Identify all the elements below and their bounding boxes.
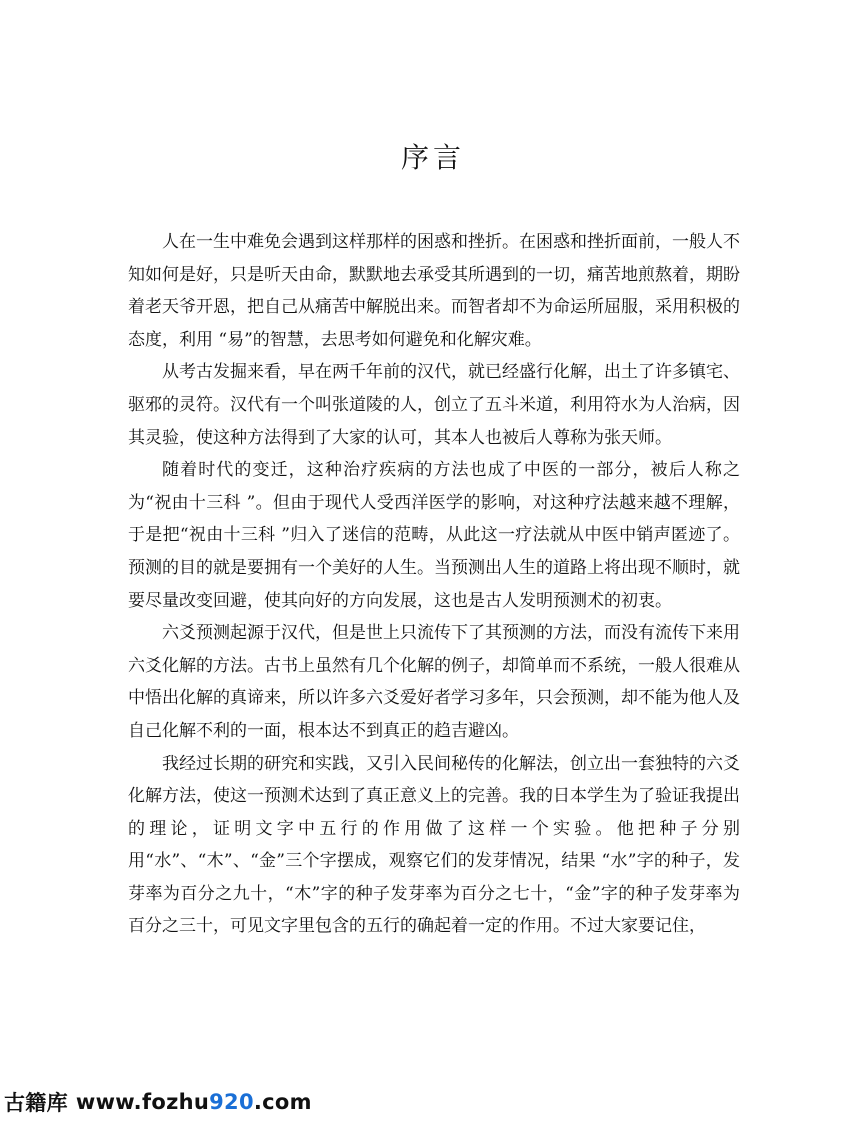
watermark-site-name: 古籍库	[4, 1091, 68, 1115]
watermark-url-suffix: .com	[253, 1090, 312, 1114]
page-title: 序言	[400, 141, 465, 174]
site-watermark	[4, 1082, 312, 1122]
paragraph-4: 六爻预测起源于汉代，但是世上只流传下了其预测的方法，而没有流传下来用六爻化解的方法。古书上虽然有几个化解的例子，却简单而不系统，一般人很难从中悟出化解的真谛来，所以许多六爻爱好者学习多年，只会预测，却不能为他人及自己化解不利的一面，根本达不到真正的趋吉避凶。	[128, 623, 740, 741]
watermark-url-number: 920	[209, 1090, 254, 1114]
body-text	[128, 226, 740, 943]
paragraph-1: 人在一生中难免会遇到这样那样的困惑和挫折。在困惑和挫折面前，一般人不知如何是好，只是听天由命，默默地去承受其所遇到的一切，痛苦地煎熬着，期盼着老天爷开恩，把自己从痛苦中解脱出来。而智者却不为命运所屈服，采用积极的态度，利用 “易”的智慧，去思考如何避免和化解灾难。	[128, 232, 740, 350]
paragraph-2: 从考古发掘来看，早在两千年前的汉代，就已经盛行化解，出土了许多镇宅、驱邪的灵符。汉代有一个叫张道陵的人，创立了五斗米道，利用符水为人治病，因其灵验，使这种方法得到了大家的认可，其本人也被后人尊称为张天师。	[128, 362, 740, 448]
paragraph-3: 随着时代的变迁，这种治疗疾病的方法也成了中医的一部分，被后人称之为“祝由十三科 ”。但由于现代人受西洋医学的影响，对这种疗法越来越不理解，于是把“祝由十三科 ”归入了迷信的范畴，从此这一疗法就从中医中销声匿迹了。预测的目的就是要拥有一个美好的人生。当预测出人生的道路上将出现不顺时，就要尽量改变回避，使其向好的方向发展，这也是古人发明预测术的初衷。	[128, 460, 740, 611]
paragraph-5: 我经过长期的研究和实践，又引入民间秘传的化解法，创立出一套独特的六爻化解方法，使这一预测术达到了真正意义上的完善。我的日本学生为了验证我提出的理论，证明文字中五行的作用做了这样一个实验。他把种子分别用“水”、“木”、“金”三个字摆成，观察它们的发芽情况，结果 “水”字的种子，发芽率为百分之九十，“木”字的种子发芽率为百分之七十，“金”字的种子发芽率为百分之三十，可见文字里包含的五行的确起着一定的作用。不过大家要记住，	[128, 753, 740, 937]
watermark-url-prefix: www.fozhu	[75, 1090, 210, 1114]
watermark-url	[76, 1090, 312, 1114]
